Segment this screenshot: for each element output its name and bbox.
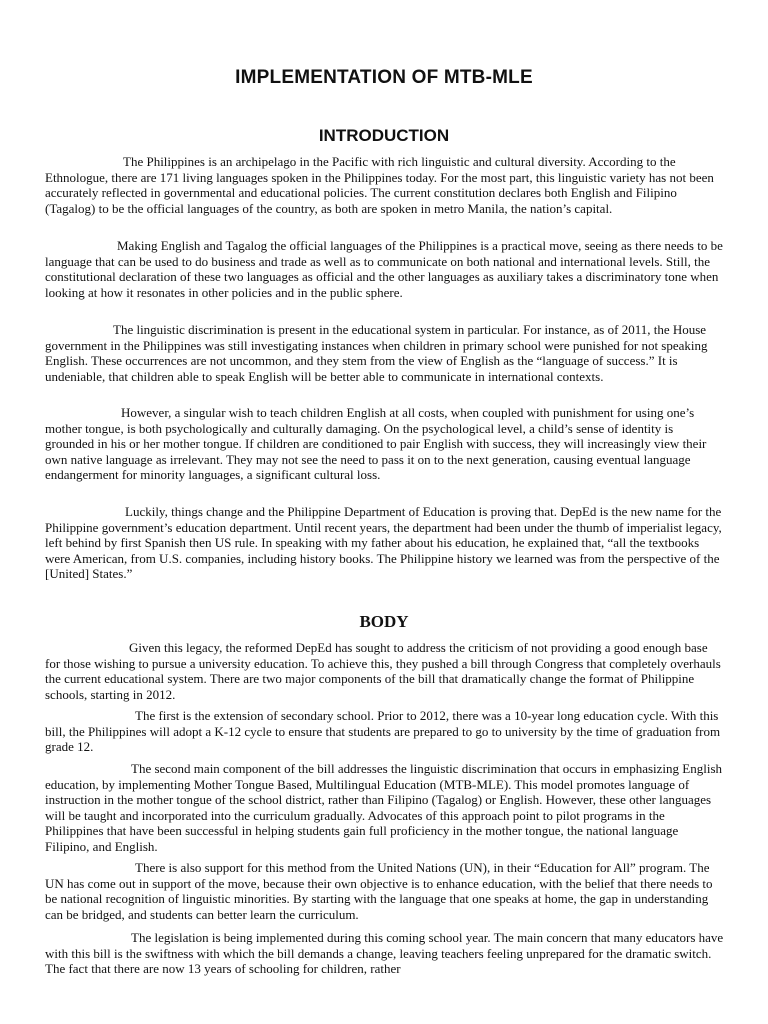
body-paragraph-1: Given this legacy, the reformed DepEd has sought to address the criticism of not providing a good enough base for those wishing to pursue a university education. To achieve this, they pushed a bill through Congress that completely overhauls the current educational system. There are two major components of the bill that dramatically change the format of Philippine schools, starting in 2012.	[45, 640, 721, 702]
introduction-heading: INTRODUCTION	[318, 126, 450, 145]
intro-paragraph-5: Luckily, things change and the Philippine Department of Education is proving that. DepEd is the new name for the Philippine government’s education department. Until recent years, the department had been under the thumb of imperialist legacy, left behind by first Spanish then US rule. In speaking with my father about his education, he explained that, “all the textbooks were American, from U.S. companies, including history books. The Philippine history we learned was from the perspective of the [United] States.”	[45, 504, 722, 582]
document-title: IMPLEMENTATION OF MTB-MLE	[235, 67, 533, 88]
body-heading: BODY	[359, 612, 409, 631]
intro-paragraph-1: The Philippines is an archipelago in the Pacific with rich linguistic and cultural diversity. According to the Ethnologue, there are 171 living languages spoken in the Philippines today. For the most part, this linguistic variety has not been accurately reflected in governmental and educational policies. The current constitution declares both English and Filipino (Tagalog) to be the official languages of the country, as both are spoken in metro Manila, the nation’s capital.	[45, 154, 714, 216]
body-paragraph-4: There is also support for this method from the United Nations (UN), in their “Education for All” program. The UN has come out in support of the move, because their own objective is to enhance education, with the belief that there needs to be national recognition of linguistic minorities. By starting with the language that one speaks at home, the gap in understanding can be bridged, and students can better learn the curriculum.	[45, 860, 713, 922]
body-paragraph-3: The second main component of the bill addresses the linguistic discrimination that occurs in emphasizing English education, by implementing Mother Tongue Based, Multilingual Education (MTB-MLE). This model promotes language of instruction in the mother tongue of the school district, rather than Filipino (Tagalog) or English. However, these other languages will be taught and incorporated into the curriculum gradually. Advocates of this approach point to pilot programs in the Philippines that have been successful in helping students gain full proficiency in the mother tongue, the national language Filipino, and English.	[45, 761, 723, 854]
body-paragraph-5: The legislation is being implemented during this coming school year. The main concern that many educators have with this bill is the swiftness with which the bill demands a change, leaving teachers feeling unprepared for the dramatic switch. The fact that there are now 13 years of schooling for children, rather	[45, 930, 724, 977]
intro-paragraph-3: The linguistic discrimination is present in the educational system in particular. For instance, as of 2011, the House government in the Philippines was still investigating instances when children in primary school were punished for not speaking English. These occurrences are not uncommon, and they stem from the view of English as the “language of success.” It is undeniable, that children able to speak English will be better able to communicate in international contexts.	[45, 322, 708, 384]
intro-paragraph-4: However, a singular wish to teach children English at all costs, when coupled with punishment for using one’s mother tongue, is both psychologically and culturally damaging. On the psychological level, a child’s sense of identity is grounded in his or her mother tongue. If children are conditioned to pair English with success, they will increasingly view their own native language as irrelevant. They may not see the need to pass it on to the next generation, causing eventual language endangerment for minority languages, a significant cultural loss.	[45, 405, 707, 483]
intro-paragraph-2: Making English and Tagalog the official languages of the Philippines is a practical move, seeing as there needs to be language that can be used to do business and trade as well as to communicate on both national and international levels. Still, the constitutional declaration of these two languages as official and the other languages as auxiliary takes a discriminatory tone when looking at how it resonates in other policies and in the public sphere.	[45, 238, 723, 300]
body-paragraph-2: The first is the extension of secondary school. Prior to 2012, there was a 10-year long education cycle. With this bill, the Philippines will adopt a K-12 cycle to ensure that students are prepared to go to university by the time of graduation from grade 12.	[45, 708, 721, 755]
